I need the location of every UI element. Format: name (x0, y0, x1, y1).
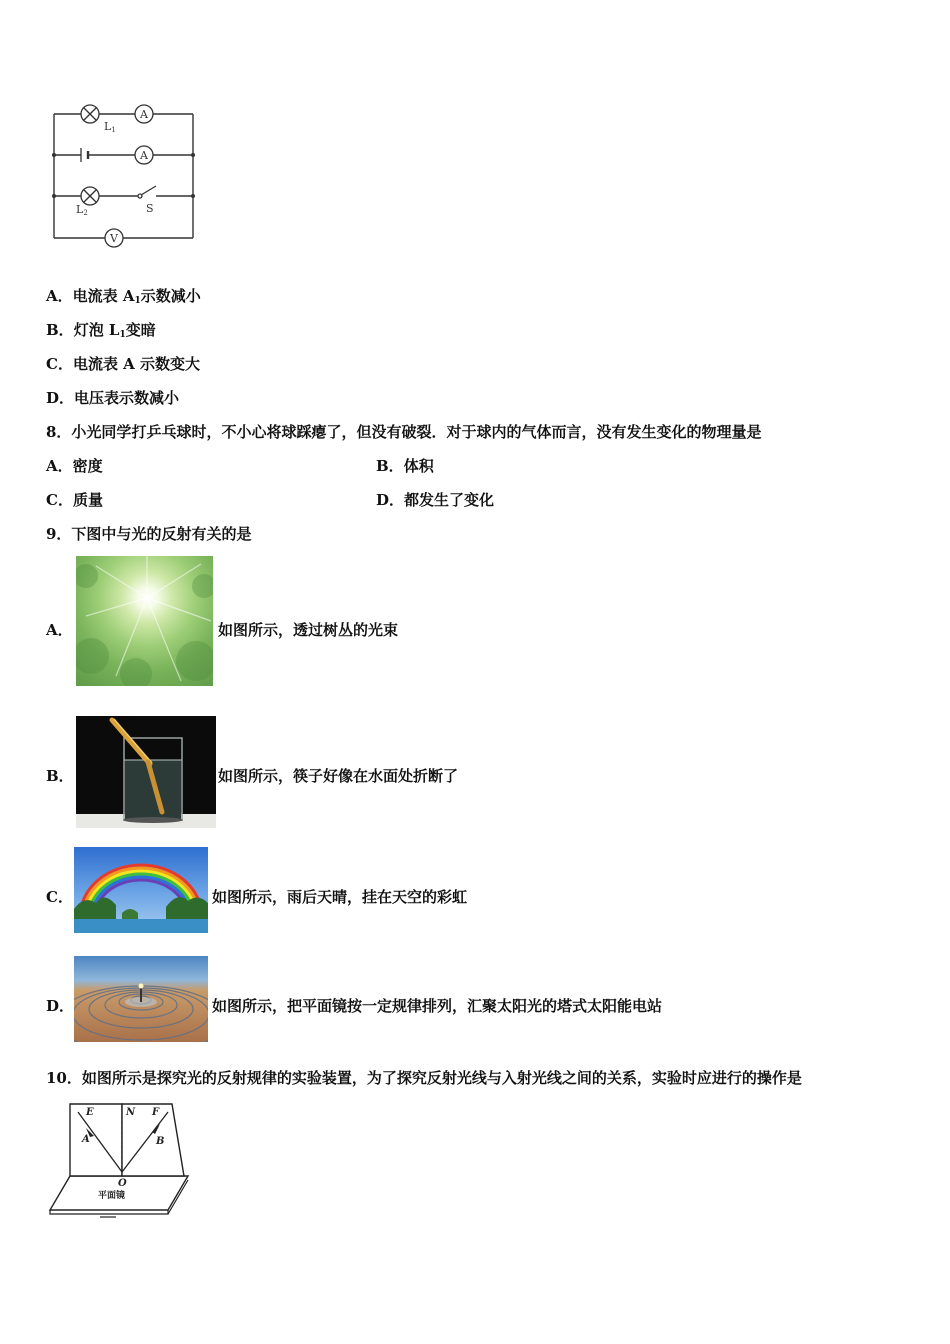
voltmeter-label: V (110, 232, 118, 245)
label-f: F (152, 1107, 160, 1118)
q9-option-d-letter[interactable]: D． (46, 997, 75, 1015)
rainbow-photo (74, 847, 208, 933)
lamp-l2-label: L2 (76, 203, 88, 217)
q9-option-c-text: 如图所示，雨后天晴，挂在天空的彩虹 (212, 888, 468, 906)
circuit-diagram (44, 96, 204, 248)
label-a: A (82, 1134, 90, 1145)
ammeter-a-label: A (140, 149, 148, 162)
q8-option-a[interactable]: A．密度 (46, 457, 103, 475)
q9-option-a-text: 如图所示，透过树丛的光束 (218, 621, 399, 639)
lamp-l2-symbol (81, 187, 99, 205)
q9-option-a-letter[interactable]: A． (46, 621, 73, 639)
reflection-experiment-diagram (48, 1100, 193, 1220)
label-e: E (86, 1107, 94, 1118)
q9-stem: 9．下图中与光的反射有关的是 (46, 525, 252, 543)
ammeter-a1-label: A (140, 108, 148, 121)
switch-symbol (138, 186, 156, 198)
tree-light-photo (76, 556, 213, 686)
label-o: O (118, 1178, 127, 1189)
label-n: N (126, 1107, 136, 1118)
q8-stem: 8．小光同学打乒乓球时，不小心将球踩瘪了，但没有破裂．对于球内的气体而言，没有发生变化的物理量是 (46, 423, 762, 441)
lamp-l1-label: L1 (104, 120, 116, 134)
mirror-label: 平面镜 (98, 1191, 126, 1201)
q7-option-d[interactable]: D．电压表示数减小 (46, 389, 180, 407)
solar-tower-photo (74, 956, 208, 1042)
q7-option-c[interactable]: C．电流表 A 示数变大 (46, 355, 201, 373)
chopstick-in-water-photo (76, 716, 216, 828)
q10-stem: 10．如图所示是探究光的反射规律的实验装置，为了探究反射光线与入射光线之间的关系，实验时应进行的操作是 (46, 1069, 802, 1087)
q9-option-d-text: 如图所示，把平面镜按一定规律排列，汇聚太阳光的塔式太阳能电站 (212, 997, 663, 1015)
q8-option-d[interactable]: D．都发生了变化 (376, 491, 495, 509)
battery-symbol (81, 148, 88, 162)
q9-option-b-text: 如图所示，筷子好像在水面处折断了 (218, 767, 459, 785)
lamp-l1-symbol (81, 105, 99, 123)
q7-option-a[interactable]: A．电流表 $A_1$示数减小 (46, 287, 201, 306)
switch-label: S (146, 202, 154, 215)
q8-option-b[interactable]: B．体积 (376, 457, 434, 475)
q8-option-c[interactable]: C．质量 (46, 491, 103, 509)
label-b: B (156, 1136, 165, 1147)
q7-option-b[interactable]: B．灯泡 $L_1$变暗 (46, 321, 156, 340)
q9-option-c-letter[interactable]: C． (46, 888, 73, 906)
q9-option-b-letter[interactable]: B． (46, 767, 74, 785)
